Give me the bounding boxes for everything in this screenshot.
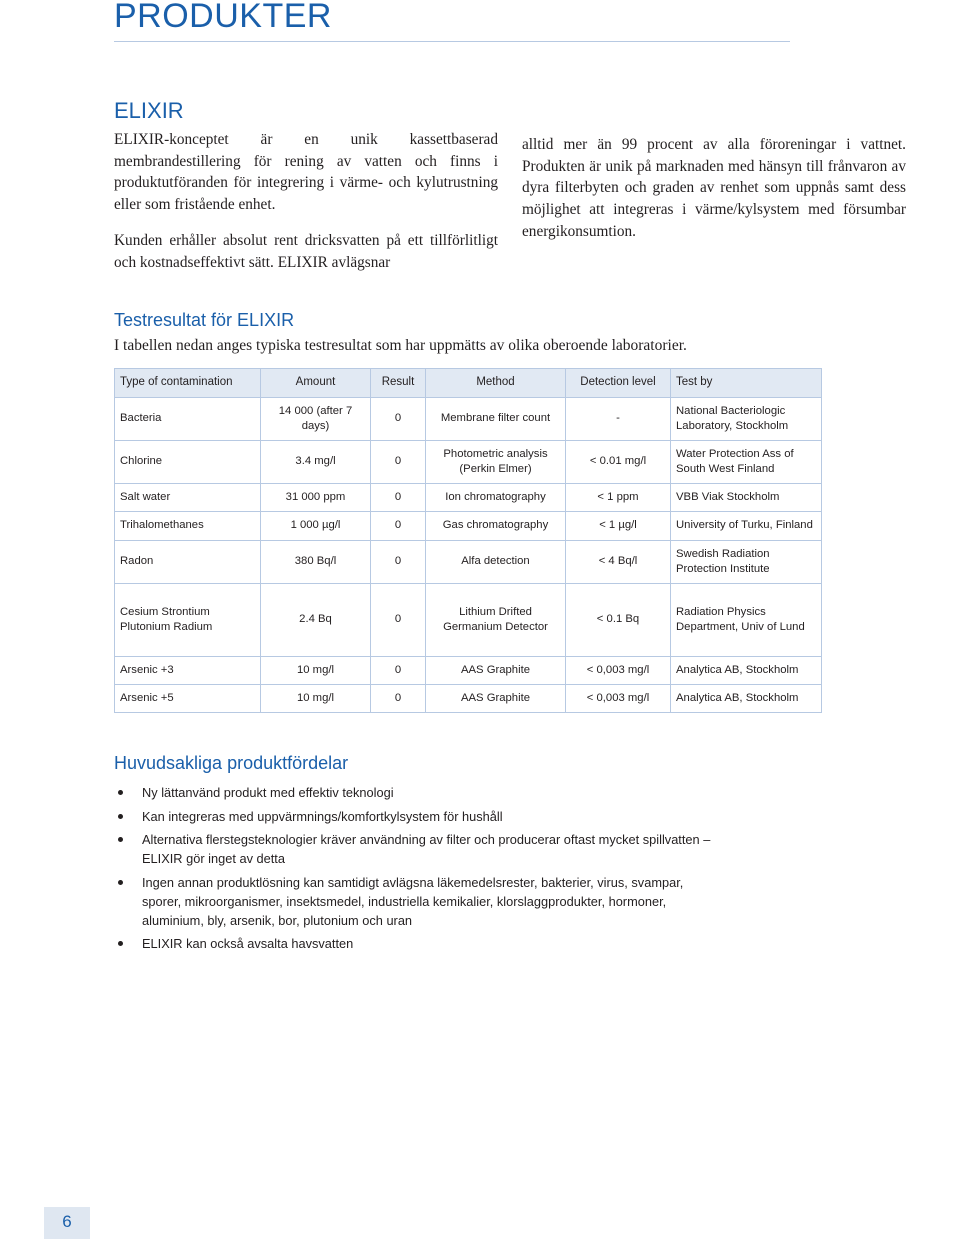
table-cell: AAS Graphite	[426, 657, 566, 685]
table-cell: AAS Graphite	[426, 685, 566, 713]
table-cell: < 0.01 mg/l	[566, 441, 671, 484]
test-results-intro: I tabellen nedan anges typiska testresultat som har uppmätts av olika oberoende laboratorier.	[114, 337, 687, 354]
table-cell: 14 000 (after 7 days)	[261, 398, 371, 441]
test-results-table	[114, 368, 822, 713]
table-cell: Trihalomethanes	[115, 512, 261, 541]
list-item-text: Ingen annan produktlösning kan samtidigt avlägsna läkemedelsrester, bakterier, virus, svampar, sporer, mikroorganismer, insektsmedel, industriella kemikalier, klorslaggprodukter, hormoner, aluminium, bly, arsenik, bor, plutonium och uran	[142, 874, 684, 928]
table-cell: VBB Viak Stockholm	[671, 484, 822, 512]
table-cell: < 4 Bq/l	[566, 541, 671, 584]
table-cell: 1 000 µg/l	[261, 512, 371, 541]
table-cell: 0	[371, 584, 426, 657]
list-item-text: Alternativa flerstegsteknologier kräver användning av filter och producerar oftast mycket spillvatten – ELIXIR gör inget av detta	[142, 832, 711, 867]
table-cell: -	[566, 398, 671, 441]
table-cell: 0	[371, 398, 426, 441]
column-header: Test by	[671, 369, 822, 398]
table-cell: < 0,003 mg/l	[566, 657, 671, 685]
list-item	[114, 934, 714, 953]
table-cell: < 0.1 Bq	[566, 584, 671, 657]
table-cell: 10 mg/l	[261, 657, 371, 685]
section-heading-test-results: Testresultat för ELIXIR	[114, 310, 295, 330]
bullet-icon	[118, 814, 123, 819]
column-header: Amount	[261, 369, 371, 398]
table-row	[115, 484, 822, 512]
table-cell: Alfa detection	[426, 541, 566, 584]
table-cell: Water Protection Ass of South West Finland	[671, 441, 822, 484]
table-header-row	[115, 369, 822, 398]
table-cell: 380 Bq/l	[261, 541, 371, 584]
title-divider	[114, 41, 790, 42]
column-header: Result	[371, 369, 426, 398]
table-cell: Chlorine	[115, 441, 261, 484]
table-row	[115, 657, 822, 685]
list-item	[114, 807, 714, 826]
bullet-icon	[118, 837, 123, 842]
table-cell: Swedish Radiation Protection Institute	[671, 541, 822, 584]
table-cell: 0	[371, 685, 426, 713]
table-cell: < 1 ppm	[566, 484, 671, 512]
table-row	[115, 584, 822, 657]
table-cell: Analytica AB, Stockholm	[671, 657, 822, 685]
table-cell: National Bacteriologic Laboratory, Stockholm	[671, 398, 822, 441]
table-cell: < 0,003 mg/l	[566, 685, 671, 713]
table-cell: Photometric analysis (Perkin Elmer)	[426, 441, 566, 484]
table-cell: Lithium Drifted Germanium Detector	[426, 584, 566, 657]
list-item-text: ELIXIR kan också avsalta havsvatten	[142, 936, 354, 952]
table-cell: < 1 µg/l	[566, 512, 671, 541]
table-cell: 3.4 mg/l	[261, 441, 371, 484]
table-row	[115, 398, 822, 441]
table-cell: Ion chromatography	[426, 484, 566, 512]
table-cell: 0	[371, 441, 426, 484]
table-cell: Cesium Strontium Plutonium Radium	[115, 584, 261, 657]
page-title: PRODUKTER	[114, 0, 332, 35]
page-number: 6	[62, 1212, 72, 1231]
column-header: Detection level	[566, 369, 671, 398]
section-heading-benefits: Huvudsakliga produktfördelar	[114, 753, 349, 773]
table-cell: Bacteria	[115, 398, 261, 441]
elixir-paragraph-2-part-2: alltid mer än 99 procent av alla föroreningar i vattnet. Produkten är unik på marknaden med hänsyn till frånvaron av dyra filterbyten och graden av renhet som uppnås samt dess möjlighet att integreras i värme/kylsystem med försumbar energikonsumtion.	[522, 136, 906, 240]
table-cell: Analytica AB, Stockholm	[671, 685, 822, 713]
elixir-paragraph-1: ELIXIR-konceptet är en unik kassettbaserad membrandestillering för rening av vatten och finns i produktutföranden för integrering i värme- och kylutrustning eller som fristående enhet.	[114, 131, 498, 214]
list-item	[114, 873, 714, 930]
table-cell: 0	[371, 657, 426, 685]
table-cell: 0	[371, 512, 426, 541]
table-cell: Membrane filter count	[426, 398, 566, 441]
table-cell: Arsenic +3	[115, 657, 261, 685]
benefits-list	[114, 783, 714, 958]
table-cell: Salt water	[115, 484, 261, 512]
table-cell: Radiation Physics Department, Univ of Lund	[671, 584, 822, 657]
list-item	[114, 830, 714, 868]
section-heading-elixir: ELIXIR	[114, 98, 184, 123]
list-item	[114, 783, 714, 802]
table-cell: 0	[371, 541, 426, 584]
bullet-icon	[118, 941, 123, 946]
table-cell: 10 mg/l	[261, 685, 371, 713]
bullet-icon	[118, 790, 123, 795]
table-cell: University of Turku, Finland	[671, 512, 822, 541]
column-header: Method	[426, 369, 566, 398]
table-row	[115, 685, 822, 713]
table-cell: 2.4 Bq	[261, 584, 371, 657]
table-cell: Radon	[115, 541, 261, 584]
elixir-paragraph-2-part-1: Kunden erhåller absolut rent dricksvatten på ett tillförlitligt och kostnadseffektivt sätt. ELIXIR avlägsnar	[114, 232, 498, 271]
table-cell: Gas chromatography	[426, 512, 566, 541]
table-cell: 0	[371, 484, 426, 512]
column-header: Type of contamination	[115, 369, 261, 398]
table-row	[115, 512, 822, 541]
table-row	[115, 541, 822, 584]
table-cell: Arsenic +5	[115, 685, 261, 713]
table-row	[115, 441, 822, 484]
table-cell: 31 000 ppm	[261, 484, 371, 512]
bullet-icon	[118, 880, 123, 885]
list-item-text: Ny lättanvänd produkt med effektiv teknologi	[142, 785, 394, 800]
list-item-text: Kan integreras med uppvärmnings/komfortkylsystem för hushåll	[142, 808, 503, 824]
